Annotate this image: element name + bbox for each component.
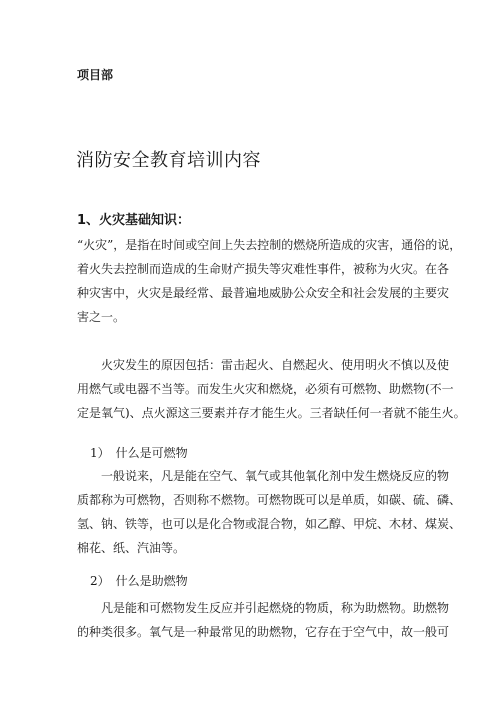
paragraph-combustibles [77, 464, 462, 560]
text-line: 凡是能和可燃物发生反应并引起燃烧的物质，称为助燃物。助燃物 [77, 601, 450, 615]
text-line: 用燃气或电器不当等。而发生火灾和燃烧，必须有可燃物、助燃物(不一 [77, 382, 454, 396]
document-title: 消防安全教育培训内容 [76, 150, 261, 171]
text-line: 氢、钠、铁等，也可以是化合物或混合物，如乙醇、甲烷、木材、煤炭、 [77, 517, 462, 531]
text-line: 种灾害中，火灾是最经常、最普遍地威胁公众安全和社会发展的主要灾 [77, 286, 450, 300]
text-line: 着火失去控制而造成的生命财产损失等灾难性事件，被称为火灾。在各 [77, 262, 450, 276]
paragraph-oxidizers [77, 596, 450, 644]
paragraph-fire-causes [77, 353, 466, 425]
text-line: 质都称为可燃物，否则称不燃物。可燃物既可以是单质，如碳、硫、磷、 [77, 493, 462, 507]
text-line: “火灾”，是指在时间或空间上失去控制的燃烧所造成的灾害，通俗的说， [77, 238, 462, 252]
subheading-combustibles: 1） 什么是可燃物 [90, 446, 188, 460]
paragraph-fire-definition [77, 233, 462, 329]
section-heading: 1、火灾基础知识： [77, 213, 191, 228]
subheading-oxidizers: 2） 什么是助燃物 [90, 574, 188, 588]
text-line: 定是氧气)、点火源这三要素并存才能生火。三者缺任何一者就不能生火。 [77, 406, 466, 420]
text-line: 害之一。 [77, 310, 126, 324]
text-line: 一般说来，凡是能在空气、氧气或其他氧化剂中发生燃烧反应的物 [77, 469, 450, 483]
department-header: 项目部 [77, 68, 114, 82]
text-line: 的种类很多。氧气是一种最常见的助燃物，它存在于空气中，故一般可 [77, 625, 450, 639]
text-line: 棉花、纸、汽油等。 [77, 541, 186, 555]
text-line: 火灾发生的原因包括：雷击起火、自燃起火、使用明火不慎以及使 [77, 358, 450, 372]
